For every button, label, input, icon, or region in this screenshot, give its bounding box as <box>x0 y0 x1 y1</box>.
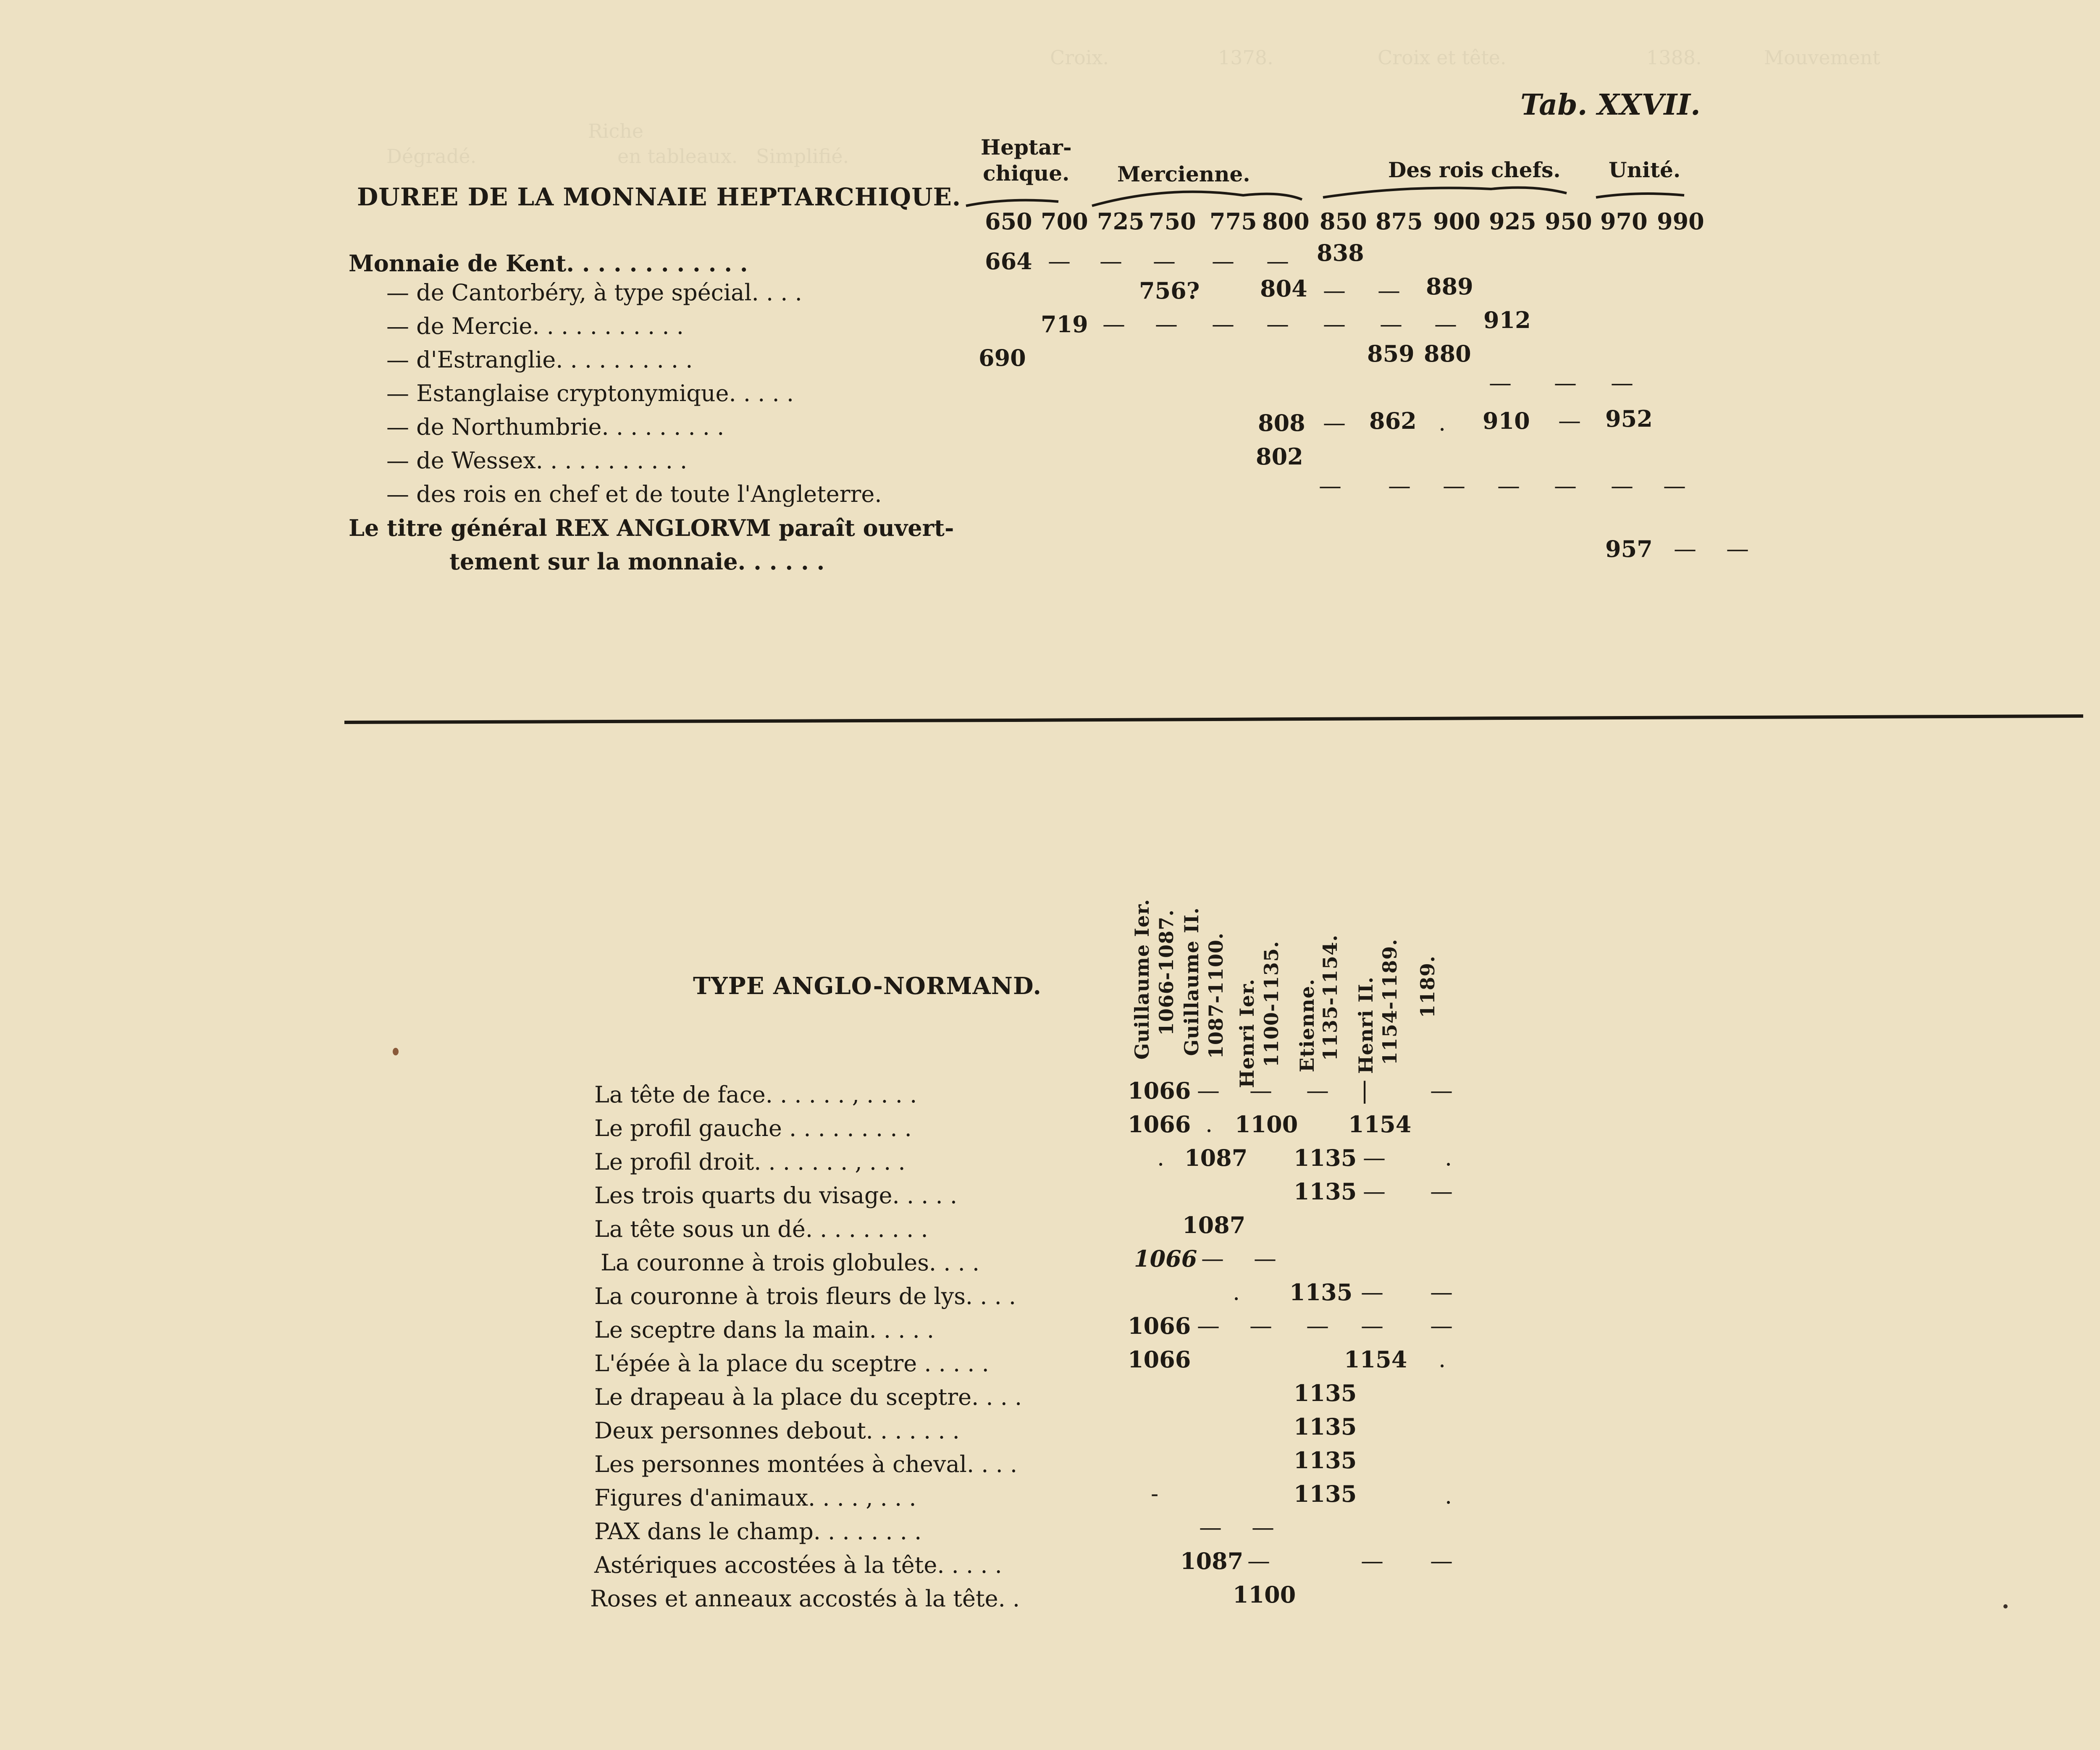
cell-roischef-3: — <box>1497 472 1520 499</box>
an-cell-7-3: — <box>1306 1312 1329 1339</box>
cell-northumbrie-4: 910 <box>1483 407 1530 434</box>
row-label-kent: Monnaie de Kent. . . . . . . . . . . . <box>349 250 748 277</box>
ghost-text-5: Mouvement <box>1764 46 1880 69</box>
an-cell-13-0: — <box>1199 1514 1222 1540</box>
reign-years-guillaume-2: 1087-1100. <box>1205 932 1227 1059</box>
year-990: 990 <box>1657 208 1704 235</box>
an-cell-1-2: 1100 <box>1235 1111 1298 1138</box>
cell-mercie-5: — <box>1323 311 1346 337</box>
an-cell-6-2: — <box>1361 1279 1383 1305</box>
cell-kent-1: — <box>1048 248 1071 274</box>
an-cell-7-5: — <box>1430 1312 1453 1339</box>
an-cell-5-0: 1066 <box>1134 1245 1197 1272</box>
cell-mercie-1: — <box>1102 311 1125 337</box>
cell-rex-1: — <box>1674 535 1696 562</box>
paper-speck <box>393 1048 399 1055</box>
cell-mercie-7: — <box>1434 311 1457 337</box>
an-cell-8-2: . <box>1438 1346 1446 1372</box>
reign-years-1189: 1189. <box>1416 955 1439 1018</box>
cell-cantorbery-4: 889 <box>1426 273 1473 300</box>
year-700: 700 <box>1041 208 1088 235</box>
period-header-rois-chefs: Des rois chefs. <box>1388 157 1561 182</box>
an-cell-6-1: 1135 <box>1289 1279 1353 1306</box>
anglo-norman-title: TYPE ANGLO-NORMAND. <box>693 972 1042 1000</box>
an-cell-6-3: — <box>1430 1279 1453 1305</box>
an-cell-0-4: | <box>1361 1077 1369 1104</box>
an-cell-5-2: — <box>1254 1245 1276 1272</box>
reign-name-henri-1: Henri Ier. <box>1236 979 1258 1088</box>
reign-name-etienne: Etienne. <box>1296 979 1318 1073</box>
row-label-rois-en-chef: — des rois en chef et de toute l'Angleterre. <box>386 481 882 507</box>
cell-cantorbery-3: — <box>1378 277 1400 304</box>
row-label-wessex: — de Wessex. . . . . . . . . . . <box>386 447 688 474</box>
reign-years-etienne: 1135-1154. <box>1319 934 1341 1061</box>
cell-cantorbery-2: — <box>1323 277 1346 304</box>
an-cell-14-1: — <box>1247 1548 1270 1574</box>
an-cell-14-2: — <box>1361 1548 1383 1574</box>
cell-roischef-2: — <box>1443 472 1465 499</box>
year-750: 750 <box>1149 208 1196 235</box>
ghost-text-7: Simplifié. <box>756 145 849 168</box>
an-label-couronne-globules: La couronne à trois globules. . . . <box>601 1249 980 1276</box>
cell-kent-0: 664 <box>985 248 1032 275</box>
cell-northumbrie-2: 862 <box>1369 407 1417 434</box>
year-725: 725 <box>1097 208 1144 235</box>
an-cell-12-1: 1135 <box>1294 1480 1357 1507</box>
an-cell-10-0: 1135 <box>1294 1413 1357 1440</box>
an-label-asteriques: Astériques accostées à la tête. . . . . <box>594 1552 1002 1578</box>
cell-northumbrie-5: — <box>1558 407 1581 434</box>
cell-cantorbery-1: 804 <box>1260 275 1307 302</box>
an-cell-9-0: 1135 <box>1294 1380 1357 1406</box>
reign-years-henri-2: 1154-1189. <box>1378 939 1401 1065</box>
an-label-animaux: Figures d'animaux. . . . , . . . <box>594 1485 916 1511</box>
an-cell-2-2: 1135 <box>1294 1144 1357 1171</box>
cell-roischef-4: — <box>1554 472 1577 499</box>
an-cell-0-5: — <box>1430 1077 1453 1104</box>
row-label-mercie: — de Mercie. . . . . . . . . . . <box>386 313 684 339</box>
an-cell-5-1: — <box>1201 1245 1224 1272</box>
an-cell-7-2: — <box>1250 1312 1272 1339</box>
cell-kent-5: — <box>1266 248 1289 274</box>
an-cell-15-0: 1100 <box>1233 1581 1296 1608</box>
ghost-text-6: Riche <box>588 120 643 142</box>
an-cell-14-0: 1087 <box>1180 1548 1244 1574</box>
cell-cantorbery-0: 756? <box>1139 277 1200 304</box>
cell-roischef-6: — <box>1663 472 1686 499</box>
ghost-text-8: en tableaux. <box>617 145 738 168</box>
an-label-profil-droit: Le profil droit. . . . . . . , . . . <box>594 1149 906 1175</box>
an-label-epee: L'épée à la place du sceptre . . . . . <box>594 1350 989 1377</box>
row-label-northumbrie: — de Northumbrie. . . . . . . . . <box>386 414 724 440</box>
cell-rex-0: 957 <box>1605 535 1653 562</box>
paper-speck <box>2003 1604 2008 1608</box>
an-cell-11-0: 1135 <box>1294 1447 1357 1474</box>
year-850: 850 <box>1320 208 1367 235</box>
an-cell-0-2: — <box>1250 1077 1272 1104</box>
cell-roischef-0: — <box>1319 472 1341 499</box>
row-label-estanglaise: — Estanglaise cryptonymique. . . . . <box>386 380 794 407</box>
year-970: 970 <box>1600 208 1648 235</box>
an-cell-14-3: — <box>1430 1548 1453 1574</box>
an-cell-1-0: 1066 <box>1128 1111 1191 1138</box>
cell-estranglie-2: 880 <box>1424 340 1471 367</box>
an-cell-3-2: — <box>1430 1178 1453 1204</box>
page-label: Tab. XXVII. <box>1520 88 1701 122</box>
year-775: 775 <box>1210 208 1257 235</box>
cell-estranglie-1: 859 <box>1367 340 1415 367</box>
cell-estanglaise-0: — <box>1489 370 1512 396</box>
cell-kent-4: — <box>1212 248 1234 274</box>
cell-mercie-0: 719 <box>1041 311 1088 338</box>
year-925: 925 <box>1489 208 1536 235</box>
row-label-cantorbery: — de Cantorbéry, à type spécial. . . . <box>386 279 802 306</box>
cell-mercie-2: — <box>1155 311 1178 337</box>
reign-name-guillaume-1: Guillaume Ier. <box>1131 899 1153 1060</box>
an-label-profil-gauche: Le profil gauche . . . . . . . . . <box>594 1115 912 1141</box>
reign-name-guillaume-2: Guillaume II. <box>1180 907 1203 1056</box>
cell-roischef-5: — <box>1611 472 1633 499</box>
heptarchic-title: DUREE DE LA MONNAIE HEPTARCHIQUE. <box>357 183 961 211</box>
an-label-trois-quarts: Les trois quarts du visage. . . . . <box>594 1182 957 1209</box>
an-cell-2-0: . <box>1157 1144 1165 1171</box>
cell-roischef-1: — <box>1388 472 1411 499</box>
ghost-text-3: Croix et tête. <box>1378 46 1507 69</box>
an-label-tete-face: La tête de face. . . . . . , . . . . <box>594 1081 917 1108</box>
cell-estanglaise-2: — <box>1611 370 1633 396</box>
an-cell-6-0: . <box>1233 1279 1240 1305</box>
an-cell-7-4: — <box>1361 1312 1383 1339</box>
an-cell-12-2: . <box>1445 1482 1452 1509</box>
an-cell-0-0: 1066 <box>1128 1077 1191 1104</box>
an-cell-7-0: 1066 <box>1128 1312 1191 1339</box>
an-cell-8-1: 1154 <box>1344 1346 1407 1373</box>
an-cell-7-1: — <box>1197 1312 1220 1339</box>
an-cell-13-1: — <box>1252 1514 1274 1540</box>
cell-mercie-3: — <box>1212 311 1234 337</box>
year-900: 900 <box>1433 208 1480 235</box>
ghost-text-4: 1388. <box>1646 46 1702 69</box>
period-header-mercienne: Mercienne. <box>1117 162 1250 186</box>
row-label-rex-anglorvm: Le titre général REX ANGLORVM paraît ouvert- <box>349 514 954 541</box>
an-cell-12-0: - <box>1151 1480 1159 1507</box>
year-650: 650 <box>985 208 1032 235</box>
cell-mercie-6: — <box>1380 311 1402 337</box>
an-cell-0-1: — <box>1197 1077 1220 1104</box>
ghost-text-9: Dégradé. <box>386 145 477 168</box>
an-cell-3-0: 1135 <box>1294 1178 1357 1205</box>
an-label-pax: PAX dans le champ. . . . . . . . <box>594 1518 922 1545</box>
an-label-sceptre-main: Le sceptre dans la main. . . . . <box>594 1317 934 1343</box>
year-950: 950 <box>1545 208 1592 235</box>
ghost-text-2: 1378. <box>1218 46 1273 69</box>
cell-wessex-0: 802 <box>1256 443 1303 470</box>
an-label-drapeau: Le drapeau à la place du sceptre. . . . <box>594 1384 1022 1410</box>
an-cell-1-1: . <box>1205 1111 1213 1137</box>
an-cell-2-3: — <box>1363 1144 1386 1171</box>
cell-kent-6: 838 <box>1317 239 1364 266</box>
an-label-tete-de: La tête sous un dé. . . . . . . . . <box>594 1216 928 1242</box>
cell-northumbrie-0: 808 <box>1258 409 1305 436</box>
an-label-roses: Roses et anneaux accostés à la tête. . <box>590 1585 1020 1612</box>
cell-rex-2: — <box>1726 535 1749 562</box>
reign-years-guillaume-1: 1066-1087. <box>1155 909 1178 1036</box>
year-875: 875 <box>1376 208 1423 235</box>
an-label-deux-personnes: Deux personnes debout. . . . . . . <box>594 1417 960 1444</box>
an-cell-1-3: 1154 <box>1348 1111 1412 1138</box>
an-cell-8-0: 1066 <box>1128 1346 1191 1373</box>
an-label-couronne-lys: La couronne à trois fleurs de lys. . . . <box>594 1283 1016 1309</box>
an-cell-3-1: — <box>1363 1178 1386 1204</box>
row-label-estranglie: — d'Estranglie. . . . . . . . . . <box>386 346 693 373</box>
section-divider <box>0 706 2100 731</box>
period-header-unite: Unité. <box>1609 157 1681 182</box>
an-cell-2-1: 1087 <box>1184 1144 1248 1171</box>
an-cell-0-3: — <box>1306 1077 1329 1104</box>
year-800: 800 <box>1262 208 1310 235</box>
an-label-cheval: Les personnes montées à cheval. . . . <box>594 1451 1018 1477</box>
period-header-heptarchique: Heptar- chique. <box>981 135 1072 186</box>
cell-mercie-8: 912 <box>1483 307 1531 333</box>
cell-kent-3: — <box>1153 248 1176 274</box>
cell-estranglie-0: 690 <box>979 344 1026 371</box>
ghost-text-1: Croix. <box>1050 46 1109 69</box>
cell-kent-2: — <box>1100 248 1122 274</box>
cell-northumbrie-3: . <box>1438 409 1446 436</box>
cell-northumbrie-1: — <box>1323 409 1346 436</box>
cell-estanglaise-1: — <box>1554 370 1577 396</box>
row-label-sur-la-monnaie: tement sur la monnaie. . . . . . <box>449 548 825 575</box>
reign-name-henri-2: Henri II. <box>1354 976 1377 1074</box>
an-cell-4-0: 1087 <box>1182 1212 1246 1238</box>
cell-northumbrie-6: 952 <box>1605 405 1653 432</box>
cell-mercie-4: — <box>1266 311 1289 337</box>
reign-years-henri-1: 1100-1135. <box>1260 941 1283 1068</box>
an-cell-2-4: . <box>1445 1144 1452 1171</box>
